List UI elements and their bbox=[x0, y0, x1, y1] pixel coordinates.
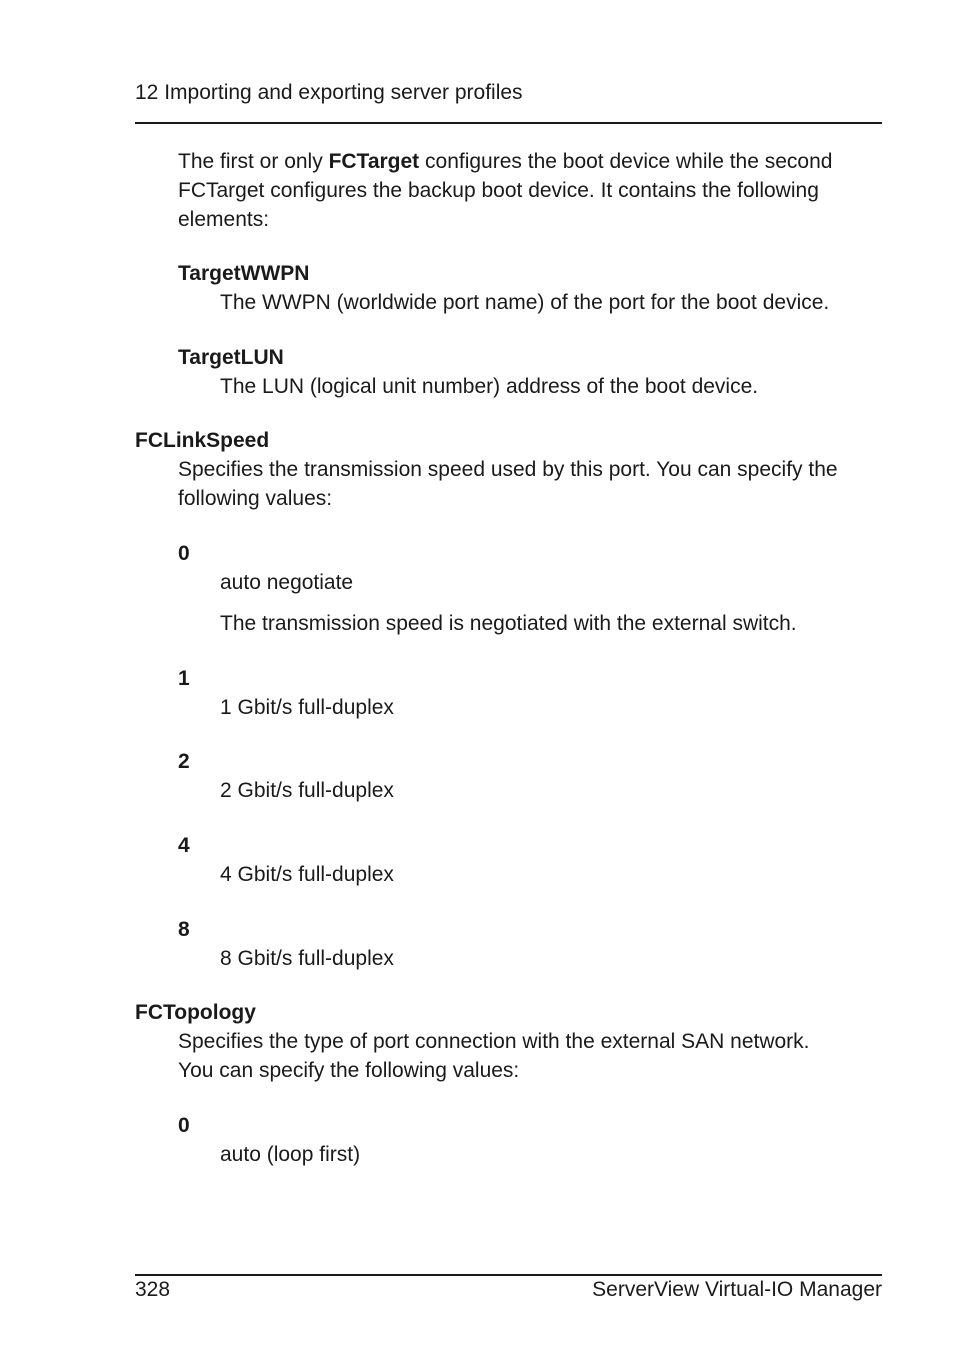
value-note: The transmission speed is negotiated with the external switch. bbox=[220, 612, 797, 635]
value-key: 0 bbox=[178, 1114, 190, 1137]
desc-fc-topology-line-1: Specifies the type of port connection with the external SAN network. bbox=[178, 1030, 810, 1053]
value-key: 2 bbox=[178, 750, 190, 773]
value-desc: 1 Gbit/s full-duplex bbox=[220, 696, 394, 719]
intro-line-1 bbox=[178, 147, 832, 176]
term-target-lun: TargetLUN bbox=[178, 346, 284, 369]
value-desc: 4 Gbit/s full-duplex bbox=[220, 863, 394, 886]
value-desc: auto negotiate bbox=[220, 571, 354, 594]
term-fc-link-speed: FCLinkSpeed bbox=[135, 429, 270, 452]
page-number: 328 bbox=[135, 1278, 171, 1301]
desc-target-lun: The LUN (logical unit number) address of the boot device. bbox=[220, 375, 759, 398]
intro-text: configures the boot device while the second bbox=[419, 150, 833, 173]
value-key: 0 bbox=[178, 542, 190, 565]
desc-fc-link-speed-line-2: following values: bbox=[178, 487, 333, 510]
value-key: 4 bbox=[178, 834, 190, 857]
intro-text: The first or only bbox=[178, 150, 329, 173]
header-divider bbox=[135, 122, 882, 124]
term-target-wwpn: TargetWWPN bbox=[178, 262, 310, 285]
value-key: 8 bbox=[178, 918, 190, 941]
intro-line-3: elements: bbox=[178, 208, 270, 231]
intro-line-2: FCTarget configures the backup boot device. It contains the following bbox=[178, 179, 819, 202]
term-fc-topology: FCTopology bbox=[135, 1001, 256, 1024]
value-desc: 2 Gbit/s full-duplex bbox=[220, 779, 394, 802]
fctarget-term: FCTarget bbox=[328, 150, 420, 173]
value-key: 1 bbox=[178, 667, 190, 690]
value-desc: 8 Gbit/s full-duplex bbox=[220, 947, 394, 970]
desc-fc-topology-line-2: You can specify the following values: bbox=[178, 1059, 520, 1082]
desc-target-wwpn: The WWPN (worldwide port name) of the port for the boot device. bbox=[220, 291, 830, 314]
running-header: 12 Importing and exporting server profiles bbox=[135, 81, 523, 104]
product-name: ServerView Virtual-IO Manager bbox=[592, 1278, 882, 1301]
value-desc: auto (loop first) bbox=[220, 1143, 361, 1166]
desc-fc-link-speed-line-1: Specifies the transmission speed used by this port. You can specify the bbox=[178, 458, 838, 481]
